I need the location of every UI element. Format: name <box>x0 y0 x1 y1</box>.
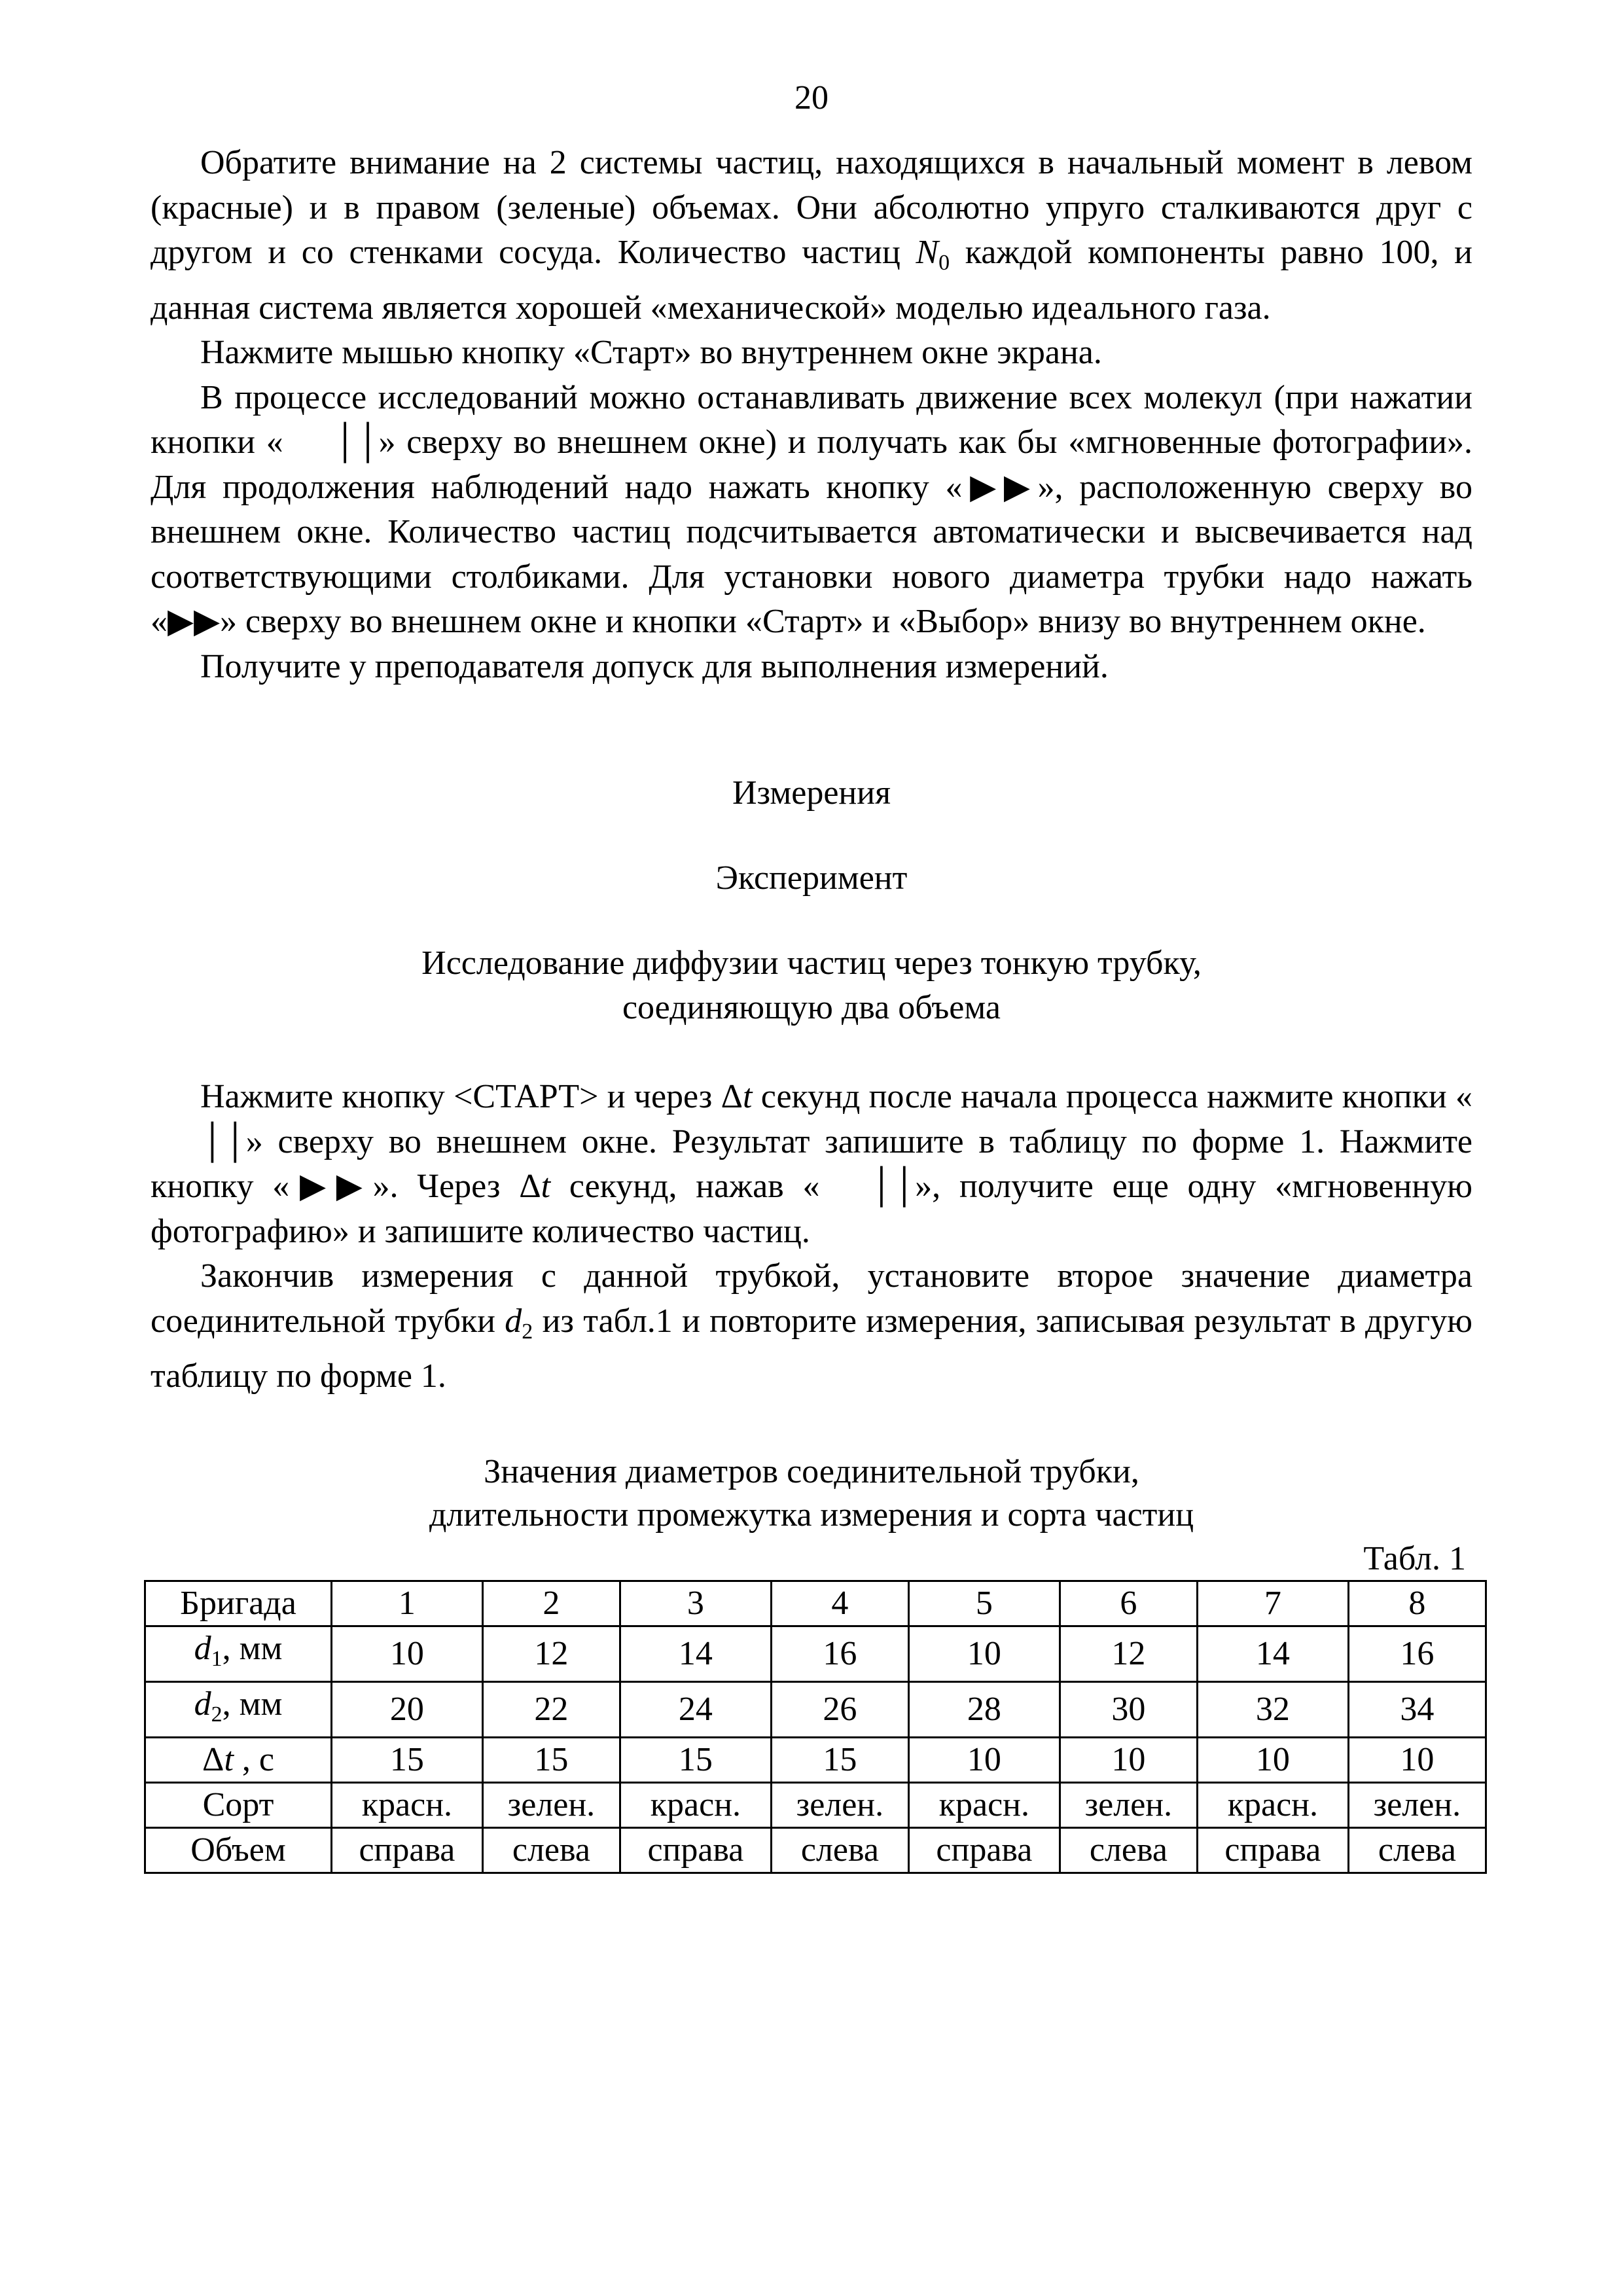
table-cell: 4 <box>771 1581 908 1626</box>
text-span: секунд, нажав « <box>550 1168 820 1205</box>
table-cell: 7 <box>1197 1581 1348 1626</box>
symbol-t: t <box>224 1740 234 1778</box>
table-cell: зелен. <box>1348 1782 1486 1827</box>
symbol-d: d <box>194 1629 211 1667</box>
table-cell: 10 <box>1348 1737 1486 1782</box>
row-header <box>145 1737 332 1782</box>
table-cell: зелен. <box>771 1782 908 1827</box>
section-heading: Измерения <box>732 774 891 812</box>
text-span: » сверху во внешнем окне) и получать как бы «мгновенные фотографии». Для продолжения наблюдений надо нажать кнопку « <box>151 423 1472 506</box>
table-cell: 30 <box>1060 1681 1197 1737</box>
symbol-n: N <box>916 234 939 271</box>
table-cell: 15 <box>482 1737 620 1782</box>
table-cell: 22 <box>482 1681 620 1737</box>
row-header: Объем <box>145 1827 332 1873</box>
text-span: секунд после начала процесса нажмите кнопки « <box>752 1078 1472 1115</box>
table-cell: 10 <box>1197 1737 1348 1782</box>
row-header <box>145 1681 332 1737</box>
table-cell: 10 <box>332 1626 483 1681</box>
intro-paragraph-4: Получите у преподавателя допуск для выполнения измерений. <box>200 647 1109 685</box>
table-cell: 12 <box>1060 1626 1197 1681</box>
table-cell: 15 <box>332 1737 483 1782</box>
table-cell: 26 <box>771 1681 908 1737</box>
table-cell: 24 <box>620 1681 771 1737</box>
table-row <box>145 1737 1486 1782</box>
table-cell: 14 <box>1197 1626 1348 1681</box>
table-cell: 14 <box>620 1626 771 1681</box>
symbol-t: t <box>541 1168 551 1205</box>
table-cell: 20 <box>332 1681 483 1737</box>
table-cell: красн. <box>1197 1782 1348 1827</box>
table-row <box>145 1581 1486 1626</box>
symbol-d: d <box>194 1685 211 1723</box>
table-caption <box>151 1450 1472 1537</box>
row-header: Сорт <box>145 1782 332 1827</box>
symbol-d: d <box>505 1302 522 1340</box>
table-row <box>145 1827 1486 1873</box>
unit: , с <box>233 1740 274 1778</box>
table-cell: зелен. <box>482 1782 620 1827</box>
parameters-table <box>144 1580 1487 1874</box>
intro-paragraph-1 <box>151 141 1472 331</box>
unit: , мм <box>222 1685 283 1723</box>
table-cell: слева <box>1348 1827 1486 1873</box>
experiment-title <box>151 941 1472 1030</box>
text-span: », получите еще одну «мгновенную фотографию» и запишите количество частиц. <box>151 1168 1473 1250</box>
table-cell: слева <box>771 1827 908 1873</box>
table-cell: 1 <box>332 1581 483 1626</box>
delta-symbol: Δ <box>519 1168 541 1205</box>
experiment-title-line-2: соединяющую два объема <box>622 989 1001 1026</box>
table-cell: 16 <box>771 1626 908 1681</box>
pause-icon: ││ <box>200 1122 246 1160</box>
table-cell: зелен. <box>1060 1782 1197 1827</box>
intro-paragraph-2: Нажмите мышью кнопку «Старт» во внутреннем окне экрана. <box>200 334 1102 371</box>
table-cell: 32 <box>1197 1681 1348 1737</box>
delta-symbol: Δ <box>721 1078 743 1115</box>
table-cell: справа <box>332 1827 483 1873</box>
text-span: » сверху во внешнем окне и кнопки «Старт» и «Выбор» внизу во внутреннем окне. <box>219 603 1426 640</box>
text-span: », расположенную сверху во внешнем окне. Количество частиц подсчитывается автоматически и высвечивается над соответствующими столбиками. Для установки нового диаметра трубки надо нажать « <box>151 468 1472 640</box>
table-caption-line-2: длительности промежутка измерения и сорта частиц <box>429 1496 1194 1534</box>
text-span: из табл.1 и повторите измерения, записывая результат в другую таблицу по форме 1. <box>151 1302 1473 1395</box>
table-cell: 28 <box>908 1681 1060 1737</box>
table-cell: 16 <box>1348 1626 1486 1681</box>
experiment-title-line-1: Исследование диффузии частиц через тонкую трубку, <box>421 944 1202 982</box>
experiment-section <box>151 1075 1472 1399</box>
table-cell: слева <box>482 1827 620 1873</box>
experiment-paragraph-2 <box>151 1254 1472 1399</box>
table-cell: справа <box>620 1827 771 1873</box>
pause-icon: ││ <box>869 1168 916 1205</box>
table-cell: 10 <box>1060 1737 1197 1782</box>
symbol-t: t <box>743 1078 753 1115</box>
intro-paragraph-3 <box>151 376 1472 645</box>
delta-symbol: Δ <box>202 1740 224 1778</box>
text-span: Нажмите кнопку <СТАРТ> и через <box>200 1078 721 1115</box>
text-span: ». Через <box>372 1168 520 1205</box>
table-cell: 10 <box>908 1737 1060 1782</box>
table-cell: 15 <box>771 1737 908 1782</box>
page-number: 20 <box>794 79 829 117</box>
row-header <box>145 1626 332 1681</box>
table-row <box>145 1782 1486 1827</box>
table-label: Табл. 1 <box>1363 1539 1466 1577</box>
table-cell: 3 <box>620 1581 771 1626</box>
table-cell: справа <box>908 1827 1060 1873</box>
subscript: 0 <box>938 251 950 275</box>
table-row <box>145 1626 1486 1681</box>
table-cell: красн. <box>620 1782 771 1827</box>
play-icon: ▶▶ <box>168 603 220 640</box>
text-span: » сверху во внешнем окне. Результат запишите в таблицу по форме 1. Нажмите кнопку « <box>151 1122 1472 1205</box>
table-cell: слева <box>1060 1827 1197 1873</box>
table-cell: 34 <box>1348 1681 1486 1737</box>
table-cell: 8 <box>1348 1581 1486 1626</box>
table-cell: 2 <box>482 1581 620 1626</box>
row-header: Бригада <box>145 1581 332 1626</box>
table-cell: 12 <box>482 1626 620 1681</box>
play-icon: ▶▶ <box>289 1168 373 1205</box>
text-span: В процессе исследований можно останавливать движение всех молекул (при нажатии кнопки « <box>151 378 1472 461</box>
table-caption-line-1: Значения диаметров соединительной трубки, <box>484 1452 1139 1490</box>
text-span: Закончив измерения с данной трубкой, установите второе значение диаметра соединительной трубки <box>151 1257 1472 1340</box>
table-cell: 10 <box>908 1626 1060 1681</box>
table-cell: 5 <box>908 1581 1060 1626</box>
table-cell: справа <box>1197 1827 1348 1873</box>
text-span: Обратите внимание на 2 системы частиц, находящихся в начальный момент в левом (красные) и в правом (зеленые) объемах. Они абсолютно упруго сталкиваются друг с другом и со стенками сосуда. Количество частиц <box>151 144 1472 271</box>
table-cell: красн. <box>332 1782 483 1827</box>
table-cell: красн. <box>908 1782 1060 1827</box>
table-cell: 6 <box>1060 1581 1197 1626</box>
pause-icon: ││ <box>332 423 379 461</box>
intro-section <box>151 141 1472 689</box>
subscript: 2 <box>522 1319 533 1344</box>
play-icon: ▶▶ <box>962 468 1038 506</box>
unit: , мм <box>222 1629 283 1667</box>
subsection-heading: Эксперимент <box>715 859 908 897</box>
text-span: каждой компоненты равно 100, и данная система является хорошей «механической» моделью идеального газа. <box>151 234 1473 327</box>
table-cell: 15 <box>620 1737 771 1782</box>
subscript: 1 <box>211 1646 223 1671</box>
subscript: 2 <box>211 1702 223 1727</box>
experiment-paragraph-1 <box>151 1075 1472 1254</box>
table-row <box>145 1681 1486 1737</box>
